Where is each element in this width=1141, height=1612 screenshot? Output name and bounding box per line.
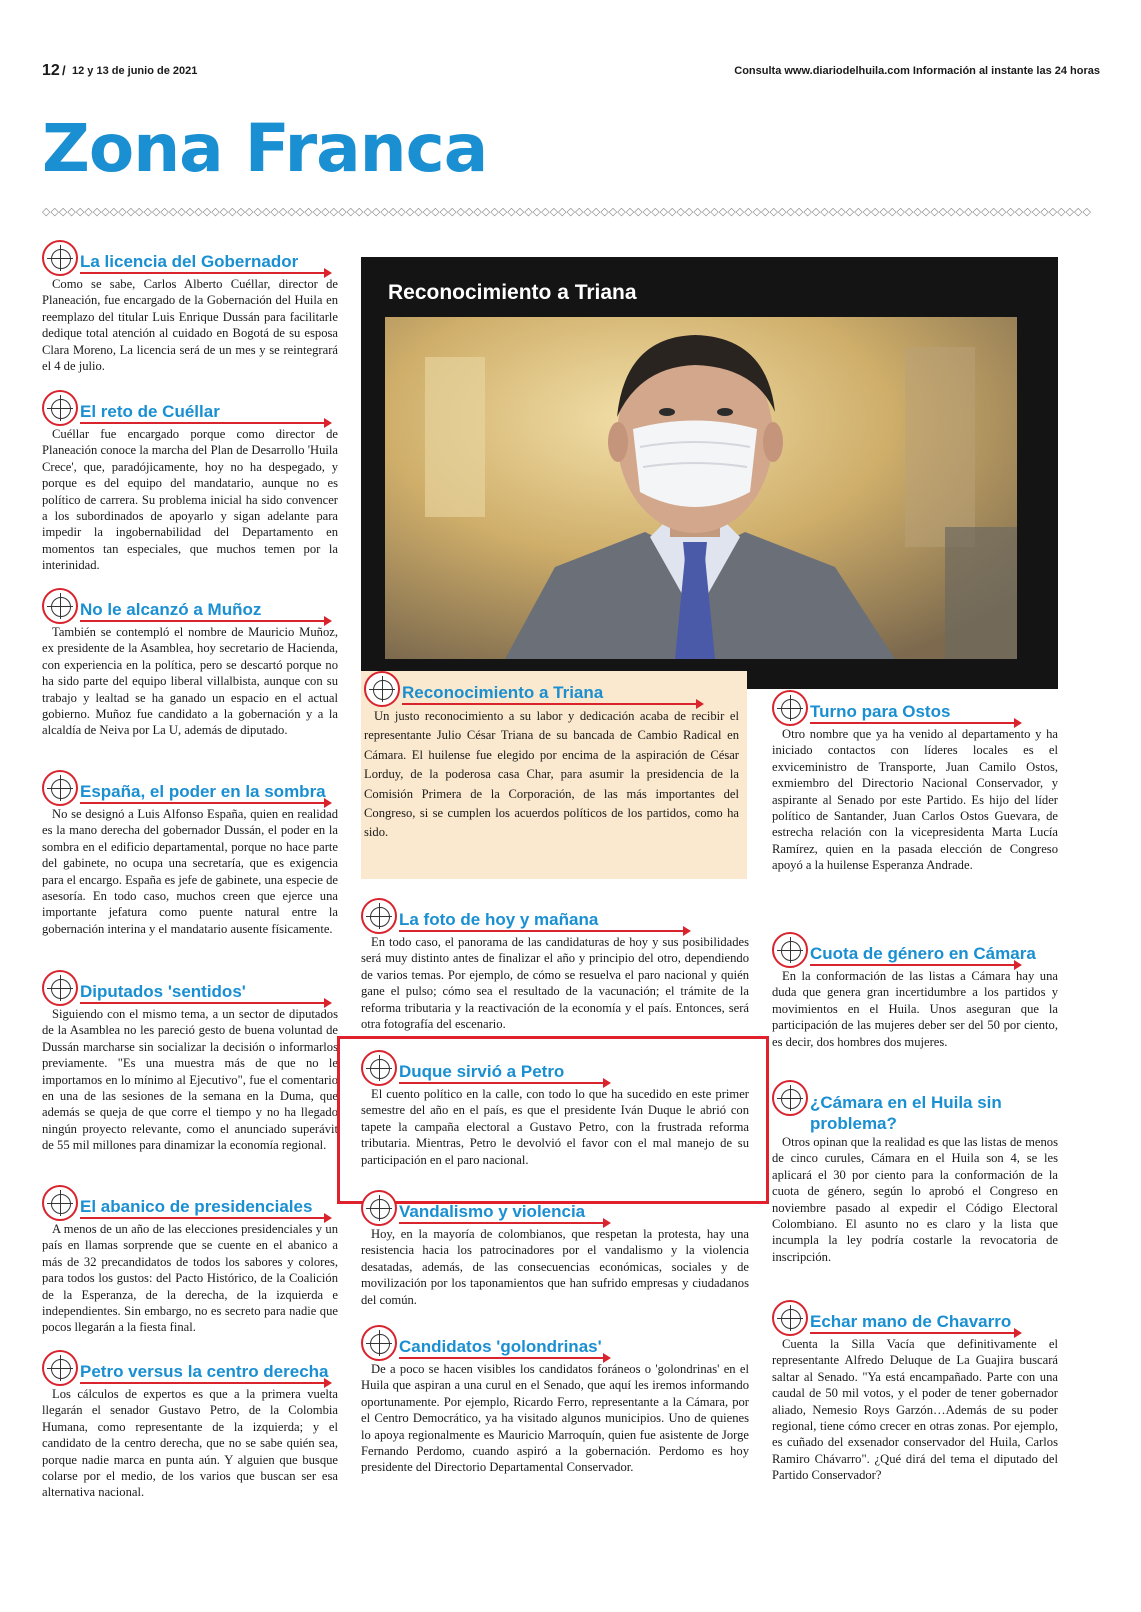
target-icon (772, 1300, 808, 1336)
article-cuota (772, 932, 1058, 1050)
target-icon (42, 390, 78, 426)
target-icon (42, 1185, 78, 1221)
page-number: 12 (42, 62, 60, 79)
article-title: Cuota de género en Cámara (810, 944, 1036, 963)
target-icon (42, 970, 78, 1006)
article-title: Petro versus la centro derecha (80, 1362, 329, 1381)
article-reto (42, 390, 338, 574)
article-ostos (772, 690, 1058, 874)
article-body: Cuenta la Silla Vacía que definitivamente el representante Alfredo Deluque de La Guajira buscará saltar al Senado. "Ya está encampañado. Parte con una caudal de 50 mil votos, y el poder de tener gobernador aliado, Nemesio Roys Garzón…Además de su poder regional, tiene cómo crecer en otras zonas. Por ejemplo, es cuñado del exsenador conservador del Huila, Carlos Ramiro Chávarro". ¿Qué dirá del tema el diputado del Partido Conservador? (772, 1337, 1058, 1483)
article-body: Siguiendo con el mismo tema, a un sector de diputados de la Asamblea no les pareció gesto de buena voluntad de Dussán marcharse sin socializar la decisión o informarlos previamente. "Es una muestra más de que no le importamos en lo mínimo al Ejecutivo", fue el comentario en una de las sesiones de la semana en la Duma, que además se queja de que corre el tiempo y no ha llegado ningún proyecto relevante, como el anunciado superávit de 55 mil millones para dinamizar la economía regional. (42, 1007, 338, 1153)
arrow-icon (399, 1357, 609, 1359)
article-abanico (42, 1185, 338, 1336)
arrow-icon (810, 722, 1020, 724)
article-body: Un justo reconocimiento a su labor y dedicación acaba de recibir el representante Julio César Triana de su bancada de Cambio Radical en Cámara. El huilense fue elegido por encima de la aspiración de César Lorduy, de la poderosa casa Char, para asumir la presidencia de la Comisión Primera de la Corporación, de las más importantes del Congreso, si se cumplen los acuerdos políticos de los partidos, como ha sido. (364, 709, 739, 840)
arrow-icon (399, 1222, 609, 1224)
article-title: Diputados 'sentidos' (80, 982, 246, 1001)
arrow-icon (402, 703, 702, 705)
highlight-frame (337, 1036, 769, 1204)
target-icon (772, 932, 808, 968)
article-body: A menos de un año de las elecciones presidenciales y un país en llamas sorprende que se cuente en el abanico a más de 32 precandidatos de todos los sabores y colores, para todos los gustos: del Pacto Histórico, de la Coalición de la Esperanza, de la derecha, de la izquierda e independientes. Sin embargo, no es secreto para nadie que pocos llegarán a la fiesta final. (42, 1222, 338, 1335)
portrait-illustration (385, 317, 1017, 659)
arrow-icon (80, 1217, 330, 1219)
article-vandalismo (361, 1190, 749, 1308)
article-title: España, el poder en la sombra (80, 782, 326, 801)
article-title: ¿Cámara en el Huila sin problema? (810, 1093, 1002, 1133)
target-icon (772, 690, 808, 726)
article-foto (361, 898, 749, 1032)
target-icon (42, 240, 78, 276)
page-header (42, 62, 1100, 82)
target-icon (361, 898, 397, 934)
article-petro-centro (42, 1350, 338, 1501)
section-title: Zona Franca (42, 110, 488, 187)
arrow-icon (80, 272, 330, 274)
target-icon (42, 588, 78, 624)
article-title: Duque sirvió a Petro (399, 1062, 565, 1081)
arrow-icon (80, 802, 330, 804)
article-title: No le alcanzó a Muñoz (80, 600, 262, 619)
portrait-photo (385, 317, 1017, 659)
article-body: En todo caso, el panorama de las candidaturas de hoy y sus posibilidades será muy distinto antes de finalizar el año y principio del otro, dependiendo de varios temas. Por ejemplo, de cómo se resuelva el paro nacional y quién gane el pulso; cómo sea el resultado de la vacunación; el trámite de la reforma tributaria y la reactivación de la economía y el país. Entonces, será otra fotografía del escenario. (361, 935, 749, 1032)
article-title: El abanico de presidenciales (80, 1197, 313, 1216)
article-title: El reto de Cuéllar (80, 402, 220, 421)
arrow-icon (810, 964, 1020, 966)
article-title: Candidatos 'golondrinas' (399, 1337, 602, 1356)
article-licencia (42, 240, 338, 374)
target-icon (361, 1325, 397, 1361)
article-body: El cuento político en la calle, con todo lo que ha sucedido en este primer semestre del año en el país, es que el presidente Iván Duque le abrió con tapete la campaña electoral a Gustavo Petro, con la frustrada reforma tributaria. Mientras, Petro le devolvió el favor con el mal manejo de su participación en el paro nacional. (361, 1087, 749, 1167)
article-title: Echar mano de Chavarro (810, 1312, 1012, 1331)
decorative-divider: ◇◇◇◇◇◇◇◇◇◇◇◇◇◇◇◇◇◇◇◇◇◇◇◇◇◇◇◇◇◇◇◇◇◇◇◇◇◇◇◇◇◇◇◇◇◇◇◇◇◇◇◇◇◇◇◇◇◇◇◇◇◇◇◇◇◇◇◇◇◇◇◇◇◇◇◇◇◇◇◇◇◇◇◇◇◇◇◇◇◇◇◇◇◇◇◇◇◇◇◇◇◇◇◇◇◇◇◇◇◇◇◇◇◇◇◇◇◇◇◇◇◇◇◇ (42, 205, 1091, 218)
article-body: En la conformación de las listas a Cámara hay una duda que genera gran incertidumbre a los partidos y movimientos en el Huila. Unos aseguran que la participación de las mujeres deber ser del 50 por ciento, es decir, dos hombres dos mujeres. (772, 969, 1058, 1049)
article-espana (42, 770, 338, 937)
header-tagline: Consulta www.diariodelhuila.com Información al instante las 24 horas (734, 65, 1100, 77)
article-title: Reconocimiento a Triana (402, 683, 604, 702)
article-diputados (42, 970, 338, 1154)
target-icon (42, 770, 78, 806)
photo-box (361, 257, 1058, 689)
article-camara (772, 1080, 1058, 1265)
target-icon (361, 1190, 397, 1226)
photo-title: Reconocimiento a Triana (388, 281, 637, 304)
article-body: Cuéllar fue encargado porque como director de Planeación conoce la marcha del Plan de Desarrollo 'Huila Crece', que, paradójicamente, hoy no ha despegado, y porque es del equipo del mandatario, aunque no es político de carrera. Su problema inicial ha sido convencer a los subordinados de apoyarlo y sigan adelante para impedir la ingobernabilidad del Departamento en momentos tan especiales, que muchos temen por la interinidad. (42, 427, 338, 573)
target-icon (42, 1350, 78, 1386)
arrow-icon (810, 1332, 1020, 1334)
article-title: La foto de hoy y mañana (399, 910, 599, 929)
article-body: De a poco se hacen visibles los candidatos foráneos o 'golondrinas' en el Huila que aspiran a una curul en el Senado, que aquí les iremos informando oportunamente. Por ejemplo, Ricardo Ferro, representante a la Cámara, por el Centro Democrático, ya ha visitado algunos municipios. Uno de quienes lo apoya regionalmente es Mauricio Marroquín, quien fue asistente de Jorge Fernando Perdomo, cuando aspiró a la gobernación. Perdomo es hoy presidente del Directorio Departamental Conservador. (361, 1362, 749, 1475)
article-title: Vandalismo y violencia (399, 1202, 586, 1221)
arrow-icon (399, 930, 689, 932)
arrow-icon (80, 1002, 330, 1004)
article-body: Hoy, en la mayoría de colombianos, que respetan la protesta, hay una resistencia hacia los patrocinadores por el vandalismo y la violencia desatadas, además, de las consecuencias económicas, sociales y de movilización por los taponamientos que han sufrido empresas y ciudadanos del común. (361, 1227, 749, 1307)
article-triana (361, 671, 747, 879)
article-body: Como se sabe, Carlos Alberto Cuéllar, director de Planeación, fue encargado de la Gobernación del Huila en reemplazo del titular Luis Enrique Dussán para facilitarle dedique total atención al cuidado en Bogotá de su esposa Clara Moreno, La licencia será de un mes y se reintegrará el 4 de julio. (42, 277, 338, 374)
target-icon (772, 1080, 808, 1116)
article-munoz (42, 588, 338, 739)
article-body: Otro nombre que ya ha venido al departamento y ha iniciado contactos con líderes locales es el exviceministro de Transporte, Juan Camilo Ostos, exmiembro del Directorio Nacional Conservador, y aspirante al Senado por este Partido. Es hijo del líder político de Santander, Juan Carlos Ostos Guevara, de estrecha relación con la vicepresidenta Marta Lucía Ramírez, quien en la pasada elección de Congreso apoyó a la huilense Esperanza Andrade. (772, 727, 1058, 873)
article-body: También se contempló el nombre de Mauricio Muñoz, ex presidente de la Asamblea, hoy secretario de Hacienda, con experiencia en la política, pero se descartó porque no ha sido parte del equipo liberal villalbista, aunque con su trabajo y lealtad se ha ganado un espacio en el actual gobierno. Muñoz fue candidato a la gobernación y a la alcaldía de Neiva por La U, además de diputado. (42, 625, 338, 738)
target-icon (364, 671, 400, 707)
issue-date: 12 y 13 de junio de 2021 (72, 65, 198, 77)
arrow-icon (80, 1382, 330, 1384)
page-separator: / (62, 63, 66, 78)
article-body: No se designó a Luis Alfonso España, quien en realidad es la mano derecha del gobernador Dussán, el poder en la sombra en el edificio departamental, porque no hace parte del gabinete, no ocupa una secretaría, que es exigencia para el encargo. España es jefe de gabinete, una especie de asesoría. En todo caso, muchos creen que ejerce una importante jefatura como puente natural entre la gobernación interina y el mandatario ausente físicamente. (42, 807, 338, 936)
article-body: Otros opinan que la realidad es que las listas de menos de cinco curules, Cámara en el Huila son 4, se les aplicará el 30 por ciento para la conformación de la cuota de género, según lo aprobó el Congreso en noviembre pasado al expedir el Código Electoral Colombiano. El asunto no es claro y la lista que incumpla la ley podría costarle la revocatoria de inscripción. (772, 1135, 1058, 1264)
article-title: Turno para Ostos (810, 702, 951, 721)
article-chavarro (772, 1300, 1058, 1484)
article-body: Los cálculos de expertos es que a la primera vuelta llegarán el senador Gustavo Petro, de la Colombia Humana, como representante de la izquierda; y el candidato de la centro derecha, que no se sabe quién sea, porque nadie marca en punta aún. Y alguien que busque colarse por el medio, de los varios que buscan ser esa alternativa nacional. (42, 1387, 338, 1500)
arrow-icon (80, 422, 330, 424)
article-golondrinas (361, 1325, 749, 1476)
arrow-icon (80, 620, 330, 622)
article-title: La licencia del Gobernador (80, 252, 299, 271)
